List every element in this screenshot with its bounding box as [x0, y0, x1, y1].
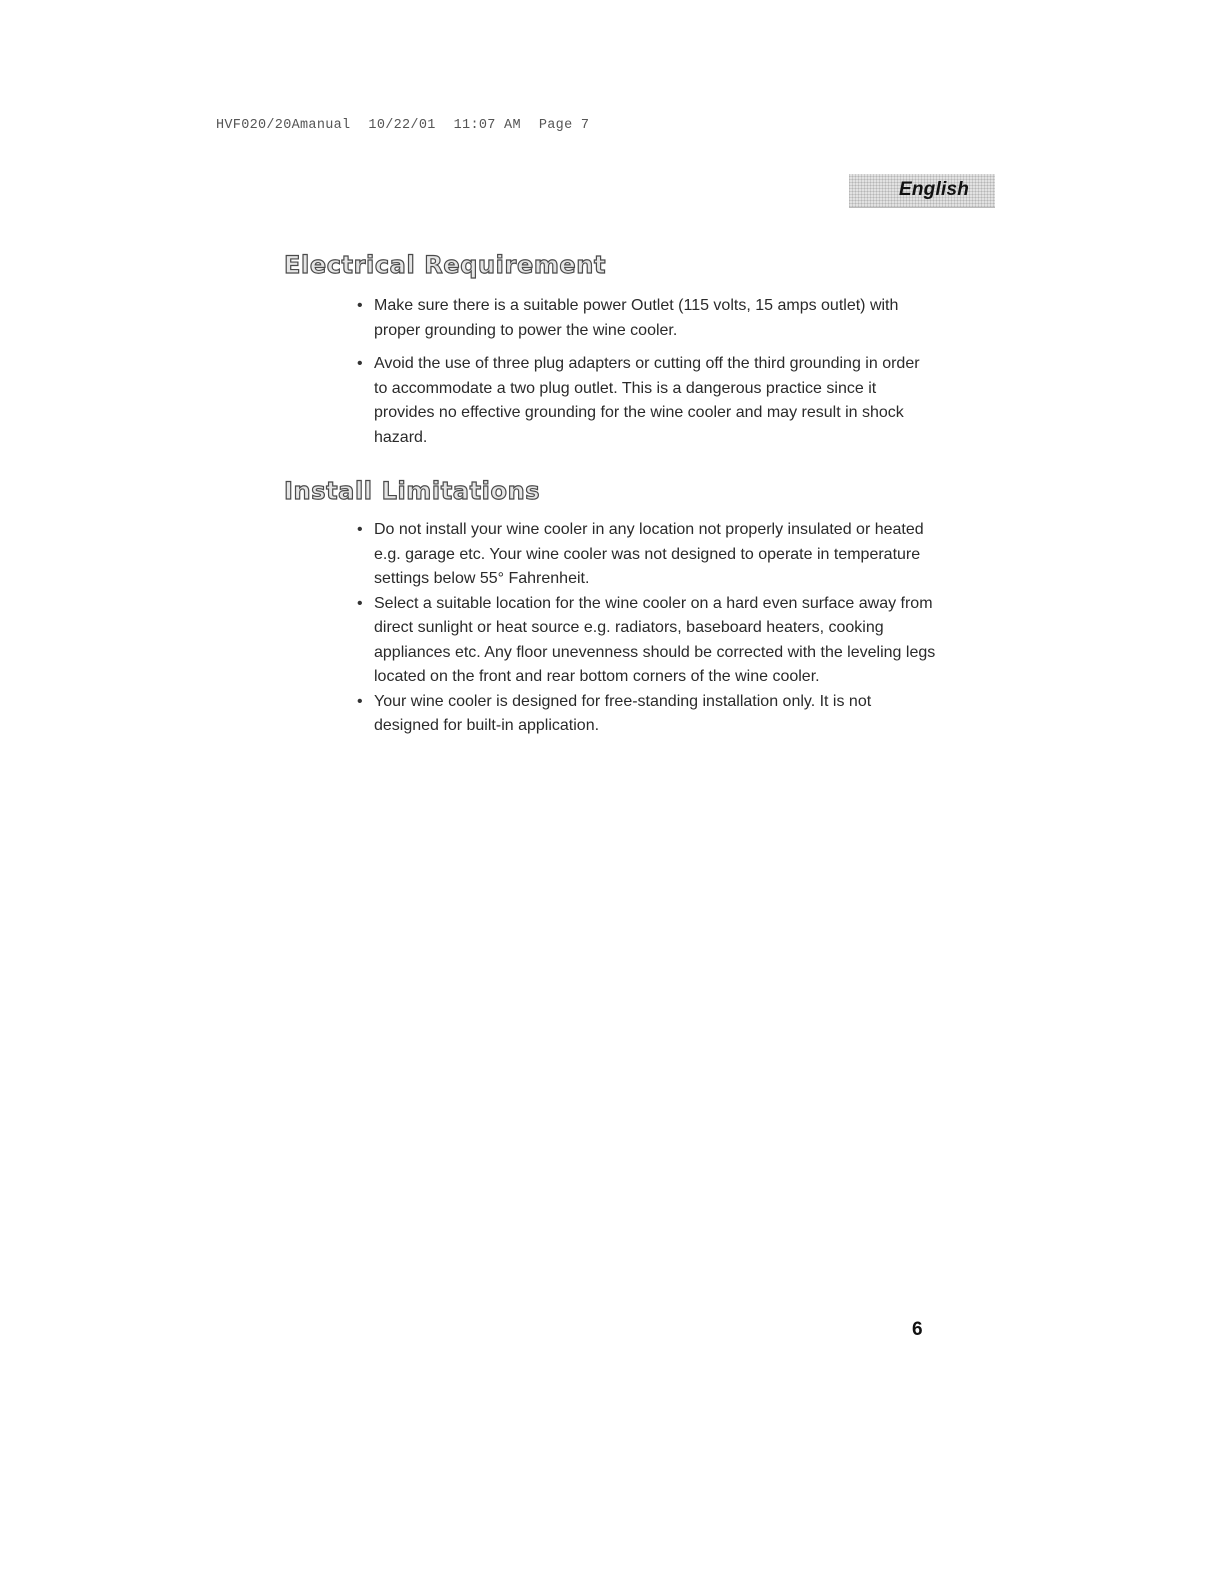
section-title-electrical-requirement: Electrical Requirement: [284, 251, 607, 279]
section-title-install-limitations: Install Limitations: [284, 477, 541, 505]
language-tab-label: English: [899, 179, 970, 200]
install-limitations-list: [357, 518, 937, 739]
print-header-file: HVF020/20Amanual: [216, 118, 351, 133]
language-tab: [849, 174, 995, 208]
print-header-time: 11:07 AM: [453, 118, 521, 133]
print-header: [216, 118, 607, 133]
list-item: • Do not install your wine cooler in any location not properly insulated or heated e.g. garage etc. Your wine cooler was not designed to operate in temperature settings below 55° Fahrenheit.: [357, 518, 937, 592]
list-item: • Avoid the use of three plug adapters or cutting off the third grounding in order to accommodate a two plug outlet. This is a dangerous practice since it provides no effective grounding for the wine cooler and may result in shock hazard.: [357, 352, 937, 450]
page-number: 6: [912, 1319, 923, 1340]
print-header-date: 10/22/01: [368, 118, 436, 133]
list-item: • Your wine cooler is designed for free-standing installation only. It is not designed for built-in application.: [357, 690, 937, 739]
print-header-page: Page 7: [538, 118, 590, 133]
list-item: • Make sure there is a suitable power Outlet (115 volts, 15 amps outlet) with proper grounding to power the wine cooler.: [357, 294, 937, 343]
electrical-requirement-list: [357, 294, 937, 450]
list-item: • Select a suitable location for the wine cooler on a hard even surface away from direct sunlight or heat source e.g. radiators, baseboard heaters, cooking appliances etc. Any floor unevenness should be corrected with the leveling legs located on the front and rear bottom corners of the wine cooler.: [357, 592, 937, 690]
